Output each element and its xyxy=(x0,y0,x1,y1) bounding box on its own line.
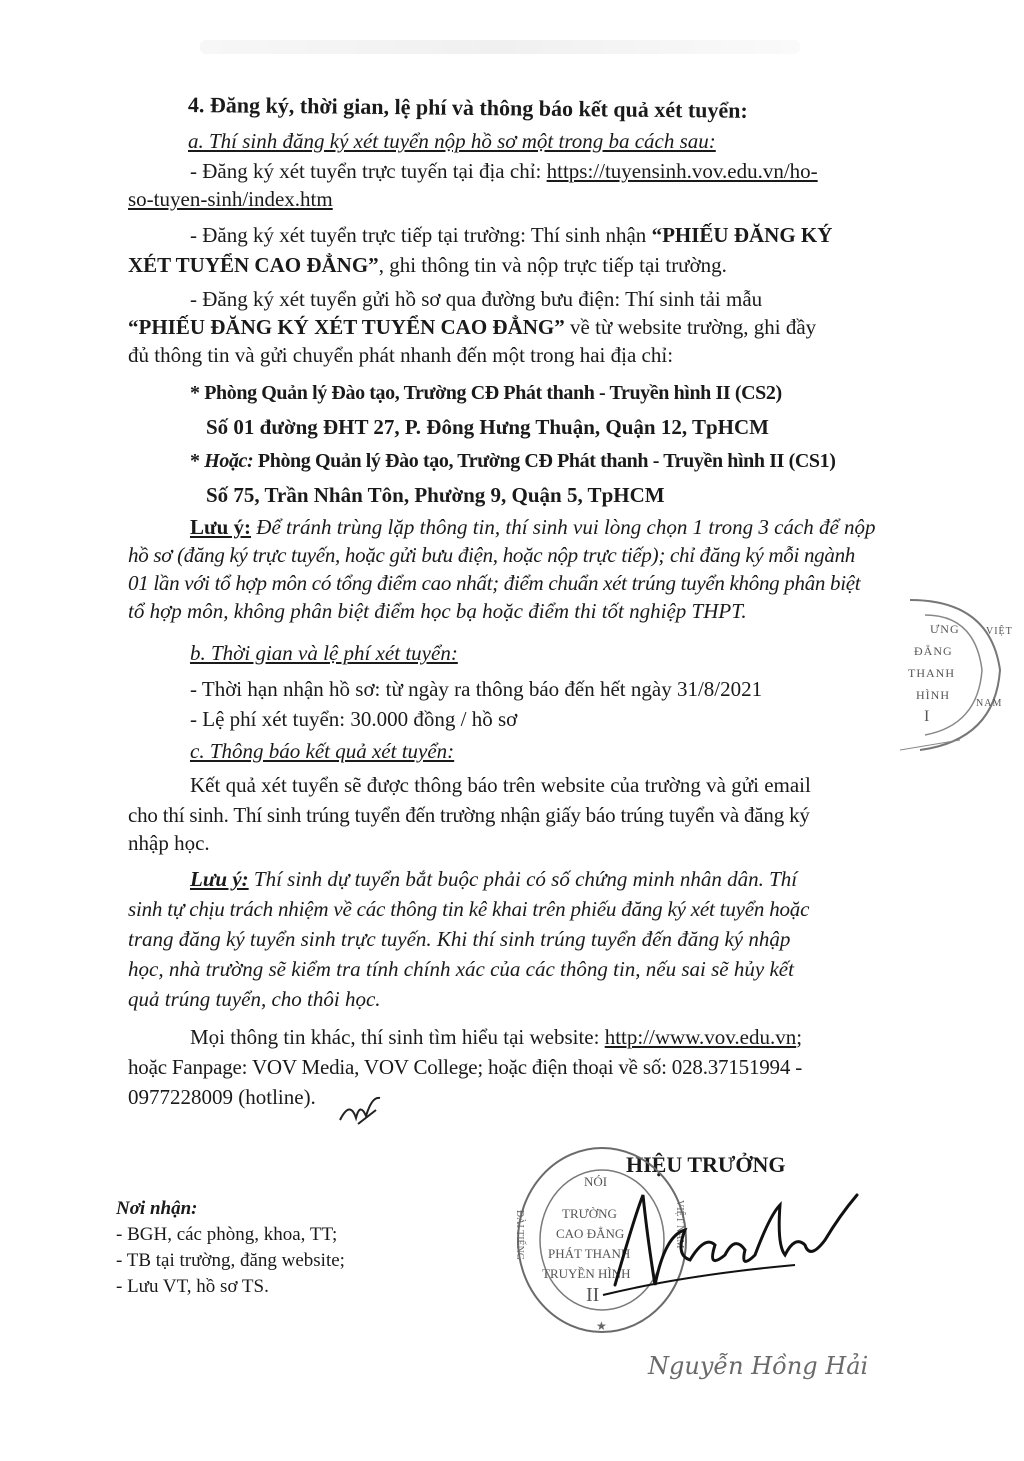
contact-prefix: Mọi thông tin khác, thí sinh tìm hiểu tại website: xyxy=(190,1025,605,1049)
side-stamp-text: NAM xyxy=(976,698,1003,709)
post-registration-line-3: đủ thông tin và gửi chuyển phát nhanh đến một trong hai địa chỉ: xyxy=(128,343,674,367)
initial-signature-icon xyxy=(336,1090,386,1130)
principal-title: HIỆU TRƯỞNG xyxy=(626,1152,786,1177)
svg-text:★: ★ xyxy=(596,1319,607,1333)
side-stamp-text: HÌNH xyxy=(916,688,950,702)
handwritten-signature-icon xyxy=(595,1175,865,1325)
subsection-b-title: b. Thời gian và lệ phí xét tuyển: xyxy=(190,641,458,665)
address-2-line-1 xyxy=(190,448,835,474)
address-1-line-2: Số 01 đường ĐHT 27, P. Đông Hưng Thuận, Quận 12, TpHCM xyxy=(206,415,769,439)
direct-rest: , ghi thông tin và nộp trực tiếp tại trường. xyxy=(378,253,727,277)
post-rest: về từ website trường, ghi đầy xyxy=(564,315,817,339)
contact-suffix: ; xyxy=(796,1025,803,1049)
section-heading: 4. Đăng ký, thời gian, lệ phí và thông báo kết quả xét tuyển: xyxy=(187,92,748,123)
note-1-line-3: 01 lần với tổ hợp môn có tổng điểm cao nhất; điểm chuẩn xét trúng tuyển không phân biệt xyxy=(128,571,861,595)
address-2-line-2: Số 75, Trần Nhân Tôn, Phường 9, Quận 5, TpHCM xyxy=(206,483,665,507)
online-prefix: - Đăng ký xét tuyển trực tuyến tại địa chỉ: xyxy=(190,159,547,183)
side-stamp-text: ƯNG xyxy=(930,622,960,636)
deadline-line: - Thời hạn nhận hồ sơ: từ ngày ra thông báo đến hết ngày 31/8/2021 xyxy=(190,677,763,701)
note-2-text: Thí sinh dự tuyển bắt buộc phải có số chứng minh nhân dân. Thí xyxy=(248,867,798,891)
form-name-bold-2: XÉT TUYỂN CAO ĐẲNG” xyxy=(128,253,379,277)
direct-prefix: - Đăng ký xét tuyển trực tiếp tại trường: Thí sinh nhận xyxy=(190,223,652,247)
note-1-line-2: hồ sơ (đăng ký trực tuyến, hoặc gửi bưu điện, hoặc nộp trực tiếp); chỉ đăng ký mỗi ngành xyxy=(128,543,855,567)
round-stamp-line: CAO ĐẲNG xyxy=(556,1226,625,1241)
round-stamp-line: TRUYỀN HÌNH xyxy=(542,1266,631,1281)
result-line-2: cho thí sinh. Thí sinh trúng tuyển đến trường nhận giấy báo trúng tuyển và đăng ký xyxy=(128,803,810,827)
contact-line-3: 0977228009 (hotline). xyxy=(128,1085,316,1109)
post-registration-line-1: - Đăng ký xét tuyển gửi hồ sơ qua đường bưu điện: Thí sinh tải mẫu xyxy=(190,287,763,311)
post-registration-line-2 xyxy=(128,314,816,340)
address-1-line-1: * Phòng Quản lý Đào tạo, Trường CĐ Phát thanh - Truyền hình II (CS2) xyxy=(190,382,782,404)
result-line-1: Kết quả xét tuyển sẽ được thông báo trên website của trường và gửi email xyxy=(190,773,811,797)
note-2-line-3: trang đăng ký tuyển sinh trực tuyến. Khi thí sinh trúng tuyển đến đăng ký nhập xyxy=(128,927,791,951)
direct-registration-line-2 xyxy=(128,252,727,278)
side-stamp-text: THANH xyxy=(908,666,955,680)
address-2-or: Hoặc: xyxy=(204,450,254,472)
online-url-continued[interactable]: so-tuyen-sinh/index.htm xyxy=(128,187,333,211)
note-1-label: Lưu ý: xyxy=(190,515,252,539)
note-2-line-5: quả trúng tuyển, cho thôi học. xyxy=(128,987,381,1011)
side-stamp-text: VIỆT xyxy=(986,626,1013,637)
recipients-title: Nơi nhận: xyxy=(116,1198,198,1219)
round-stamp-top: NÓI xyxy=(584,1174,608,1189)
signer-name: Nguyễn Hồng Hải xyxy=(648,1352,869,1380)
direct-registration-line xyxy=(190,222,832,248)
side-stamp-text: ĐẲNG xyxy=(914,644,953,658)
recipient-item: - BGH, các phòng, khoa, TT; xyxy=(116,1224,338,1245)
note-1-text: Để tránh trùng lặp thông tin, thí sinh vui lòng chọn 1 trong 3 cách để nộp xyxy=(251,515,876,539)
recipient-item: - Lưu VT, hồ sơ TS. xyxy=(116,1276,269,1297)
online-url[interactable]: https://tuyensinh.vov.edu.vn/ho- xyxy=(546,159,818,183)
round-stamp-line: PHÁT THANH xyxy=(548,1246,631,1261)
online-registration-line xyxy=(190,158,818,184)
note-1-line-1 xyxy=(190,514,876,540)
recipient-item: - TB tại trường, đăng website; xyxy=(116,1250,345,1271)
round-stamp-arc: ĐÀI TIẾNG xyxy=(514,1210,525,1261)
note-2-label: Lưu ý: xyxy=(190,867,249,891)
subsection-a-title: a. Thí sinh đăng ký xét tuyển nộp hồ sơ một trong ba cách sau: xyxy=(188,129,716,153)
post-form-bold: “PHIẾU ĐĂNG KÝ XÉT TUYỂN CAO ĐẲNG” xyxy=(128,315,565,339)
round-stamp-line: TRƯỜNG xyxy=(562,1206,617,1221)
subsection-c-title: c. Thông báo kết quả xét tuyển: xyxy=(190,739,455,763)
contact-line-2: hoặc Fanpage: VOV Media, VOV College; hoặc điện thoại về số: 028.37151994 - xyxy=(128,1055,803,1079)
form-name-bold: “PHIẾU ĐĂNG KÝ xyxy=(651,223,833,247)
note-2-line-1 xyxy=(190,866,797,892)
result-line-3: nhập học. xyxy=(128,831,210,855)
note-2-line-4: học, nhà trường sẽ kiểm tra tính chính xác của các thông tin, nếu sai sẽ hủy kết xyxy=(128,957,794,981)
round-stamp-line: II xyxy=(586,1284,600,1306)
website-link[interactable]: http://www.vov.edu.vn xyxy=(604,1025,797,1049)
note-1-line-4: tổ hợp môn, không phân biệt điểm học bạ hoặc điểm thi tốt nghiệp THPT. xyxy=(128,599,747,623)
fee-line: - Lệ phí xét tuyển: 30.000 đồng / hồ sơ xyxy=(190,707,518,731)
faint-bleed-through xyxy=(200,40,800,54)
round-stamp-arc: VIỆT NAM xyxy=(674,1200,685,1249)
contact-line-1 xyxy=(190,1024,802,1050)
address-2-rest: Phòng Quản lý Đào tạo, Trường CĐ Phát thanh - Truyền hình II (CS1) xyxy=(253,450,836,472)
side-stamp xyxy=(900,590,1020,760)
note-2-line-2: sinh tự chịu trách nhiệm về các thông tin kê khai trên phiếu đăng ký xét tuyển hoặc xyxy=(128,897,810,921)
address-2-star: * xyxy=(190,450,205,472)
side-stamp-text: I xyxy=(924,708,931,725)
